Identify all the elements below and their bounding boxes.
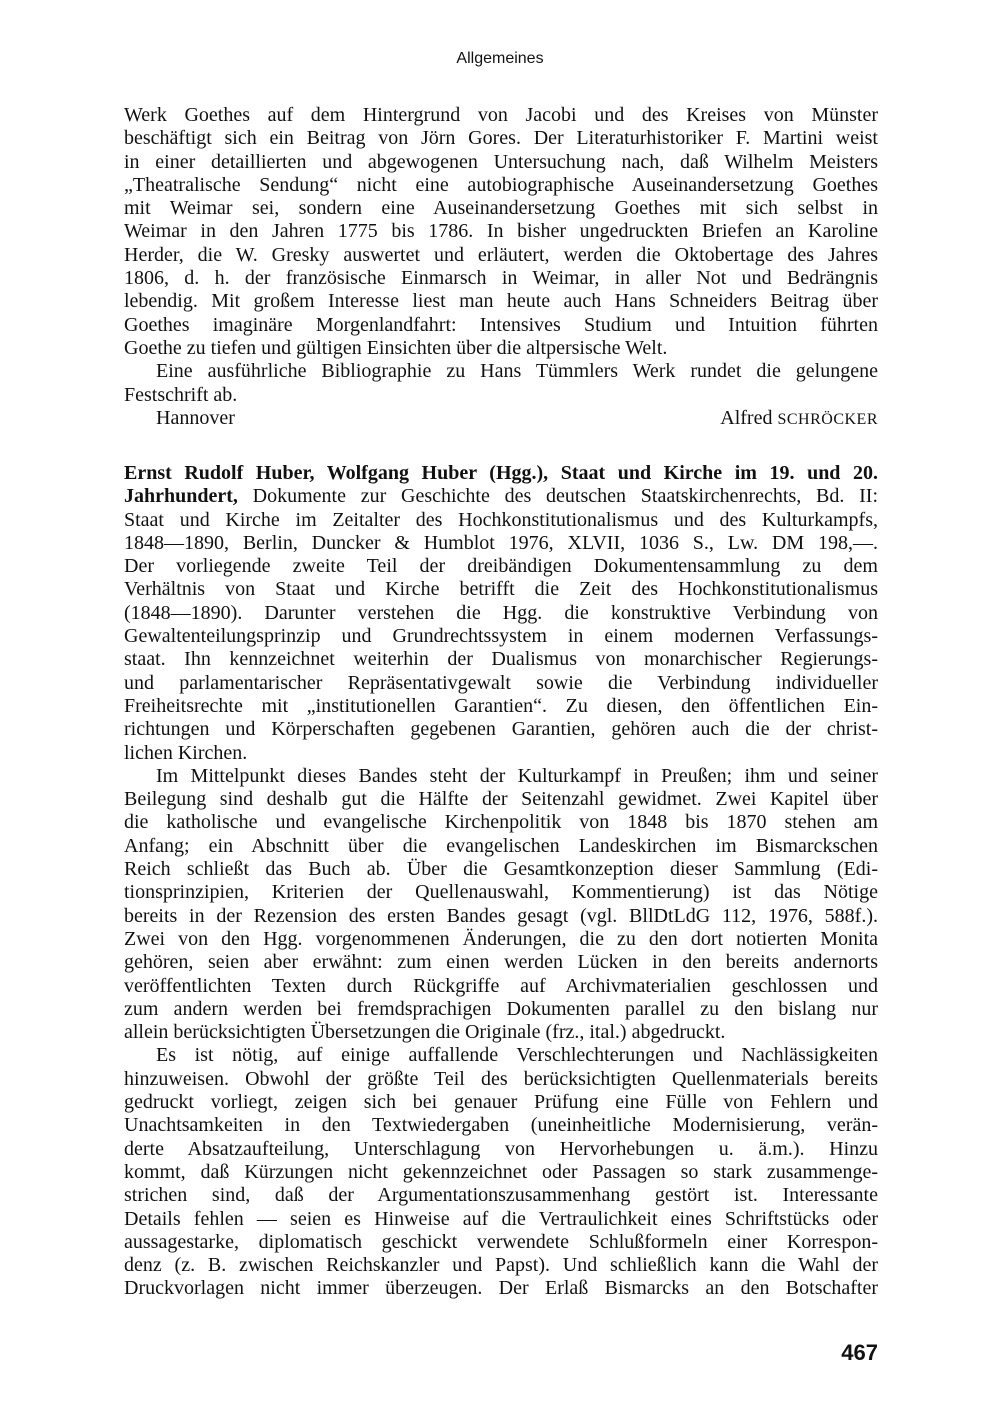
text-line: Freiheitsrechte mit „institutionellen Garantien“. Zu diesen, den öffentlichen Ein- [124, 694, 878, 717]
review-heading-rest: Dokumente zur Geschichte des deutschen Staatskirchenrechts, Bd. II: [237, 485, 878, 508]
text-line: Festschrift ab. [124, 383, 238, 406]
text-line: bereits in der Rezension des ersten Bandes gesagt (vgl. BllDtLdG 112, 1976, 588f.). [124, 904, 878, 927]
continued-text-block [124, 104, 878, 430]
text-line: Weimar in den Jahren 1775 bis 1786. In bisher ungedruckten Briefen an Karoline [124, 220, 878, 243]
text-line: kommt, daß Kürzungen nicht gekennzeichnet oder Passagen so stark zusammenge- [124, 1160, 878, 1183]
signature-place: Hannover [156, 406, 235, 429]
text-line: Zwei von den Hgg. vorgenommenen Änderungen, die zu den dort notierten Monita [124, 927, 878, 950]
text-line: Der vorliegende zweite Teil der dreibändigen Dokumentensammlung zu dem [124, 555, 878, 578]
text-line: strichen sind, daß der Argumentationszusammenhang gestört ist. Interessante [124, 1184, 878, 1207]
text-line: Druckvorlagen nicht immer überzeugen. Der Erlaß Bismarcks an den Botschafter [124, 1277, 878, 1300]
text-line: gehören, seien aber erwähnt: zum einen werden Lücken in den bereits andernorts [124, 951, 878, 974]
text-line: Anfang; ein Abschnitt über die evangelischen Landeskirchen im Bismarckschen [124, 834, 878, 857]
review-heading-line [124, 485, 878, 508]
review-heading-bold: Jahrhundert, [124, 485, 238, 508]
text-line: beschäftigt sich ein Beitrag von Jörn Gores. Der Literaturhistoriker F. Martini weist [124, 127, 878, 150]
text-line: tionsprinzipien, Kriterien der Quellenauswahl, Kommentierung) ist das Nötige [124, 881, 878, 904]
text-line: aussagestarke, diplomatisch geschickt verwendete Schlußformeln einer Korrespon- [124, 1230, 878, 1253]
text-line: Staat und Kirche im Zeitalter des Hochkonstitutionalismus und des Kulturkampfs, [124, 508, 878, 531]
text-line: 1806, d. h. der französische Einmarsch in Weimar, in aller Not und Bedrängnis [124, 267, 878, 290]
running-head: Allgemeines [456, 50, 544, 67]
text-line: denz (z. B. zwischen Reichskanzler und Papst). Und schließlich kann die Wahl der [124, 1254, 878, 1277]
text-line: Reich schließt das Buch ab. Über die Gesamtkonzeption dieser Sammlung (Edi- [124, 858, 878, 881]
review-entry [124, 462, 878, 1301]
text-line: veröffentlichten Texten durch Rückgriffe auf Archivmaterialien geschlossen und [124, 974, 878, 997]
author-surname: SCHRÖCKER [777, 410, 878, 428]
author-first-name: Alfred [720, 406, 773, 429]
review-heading-bold: Ernst Rudolf Huber, Wolfgang Huber (Hgg.), Staat und Kirche im 19. und 20. [124, 462, 878, 484]
text-line: derte Absatzaufteilung, Unterschlagung von Hervorhebungen u. ä.m.). Hinzu [124, 1137, 878, 1160]
text-line: allein berücksichtigten Übersetzungen die Originale (frz., ital.) abgedruckt. [124, 1021, 726, 1044]
text-line: Goethe zu tiefen und gültigen Einsichten über die altpersische Welt. [124, 336, 668, 359]
text-line: Gewaltenteilungsprinzip und Grundrechtssystem in einem modernen Verfassungs- [124, 625, 878, 648]
text-line: mit Weimar sei, sondern eine Auseinandersetzung Goethes mit sich selbst in [124, 197, 878, 220]
text-line: (1848—1890). Darunter verstehen die Hgg. die konstruktive Verbindung von [124, 601, 878, 624]
text-line: staat. Ihn kennzeichnet weiterhin der Dualismus von monarchischer Regierungs- [124, 648, 878, 671]
text-line: „Theatralische Sendung“ nicht eine autobiographische Auseinandersetzung Goethes [124, 173, 878, 196]
text-line: richtungen und Körperschaften gegebenen Garantien, gehören auch die der christ- [124, 718, 878, 741]
text-line: Herder, die W. Gresky auswertet und erläutert, werden die Oktobertage des Jahres [124, 243, 878, 266]
text-line: in einer detaillierten und abgewogenen Untersuchung nach, daß Wilhelm Meisters [124, 150, 878, 173]
text-line: Goethes imaginäre Morgenlandfahrt: Intensives Studium und Intuition führten [124, 313, 878, 336]
text-line: Details fehlen — seien es Hinweise auf die Vertraulichkeit eines Schriftstücks oder [124, 1207, 878, 1230]
text-line: Unachtsamkeiten in den Textwiedergaben (uneinheitliche Modernisierung, verän- [124, 1114, 878, 1137]
text-line: gedruckt vorliegt, zeigen sich bei genauer Prüfung eine Fülle von Fehlern und [124, 1091, 878, 1114]
signature-author [720, 407, 878, 431]
text-line: Im Mittelpunkt dieses Bandes steht der Kulturkampf in Preußen; ihm und seiner [156, 764, 878, 787]
text-line: lichen Kirchen. [124, 741, 248, 764]
text-line: die katholische und evangelische Kirchenpolitik von 1848 bis 1870 stehen am [124, 811, 878, 834]
text-line: 1848—1890, Berlin, Duncker & Humblot 1976, XLVII, 1036 S., Lw. DM 198,—. [124, 531, 878, 554]
text-line: Verhältnis von Staat und Kirche betrifft die Zeit des Hochkonstitutionalismus [124, 578, 878, 601]
text-line: und parlamentarischer Repräsentativgewalt sowie die Verbindung individueller [124, 671, 878, 694]
text-line: Werk Goethes auf dem Hintergrund von Jacobi und des Kreises von Münster [124, 104, 878, 126]
signature-line [124, 407, 878, 430]
text-line: hinzuweisen. Obwohl der größte Teil des berücksichtigten Quellenmaterials bereits [124, 1067, 878, 1090]
page-number: 467 [841, 1340, 878, 1365]
review-heading-line [124, 462, 878, 485]
text-line: zum andern werden bei fremdsprachigen Dokumenten parallel zu den bislang nur [124, 997, 878, 1020]
text-line: Eine ausführliche Bibliographie zu Hans Tümmlers Werk rundet die gelungene [156, 360, 878, 383]
text-line: Beilegung sind deshalb gut die Hälfte der Seitenzahl gewidmet. Zwei Kapitel über [124, 788, 878, 811]
text-line: lebendig. Mit großem Interesse liest man heute auch Hans Schneiders Beitrag über [124, 290, 878, 313]
text-line: Es ist nötig, auf einige auffallende Verschlechterungen und Nachlässigkeiten [156, 1044, 878, 1067]
